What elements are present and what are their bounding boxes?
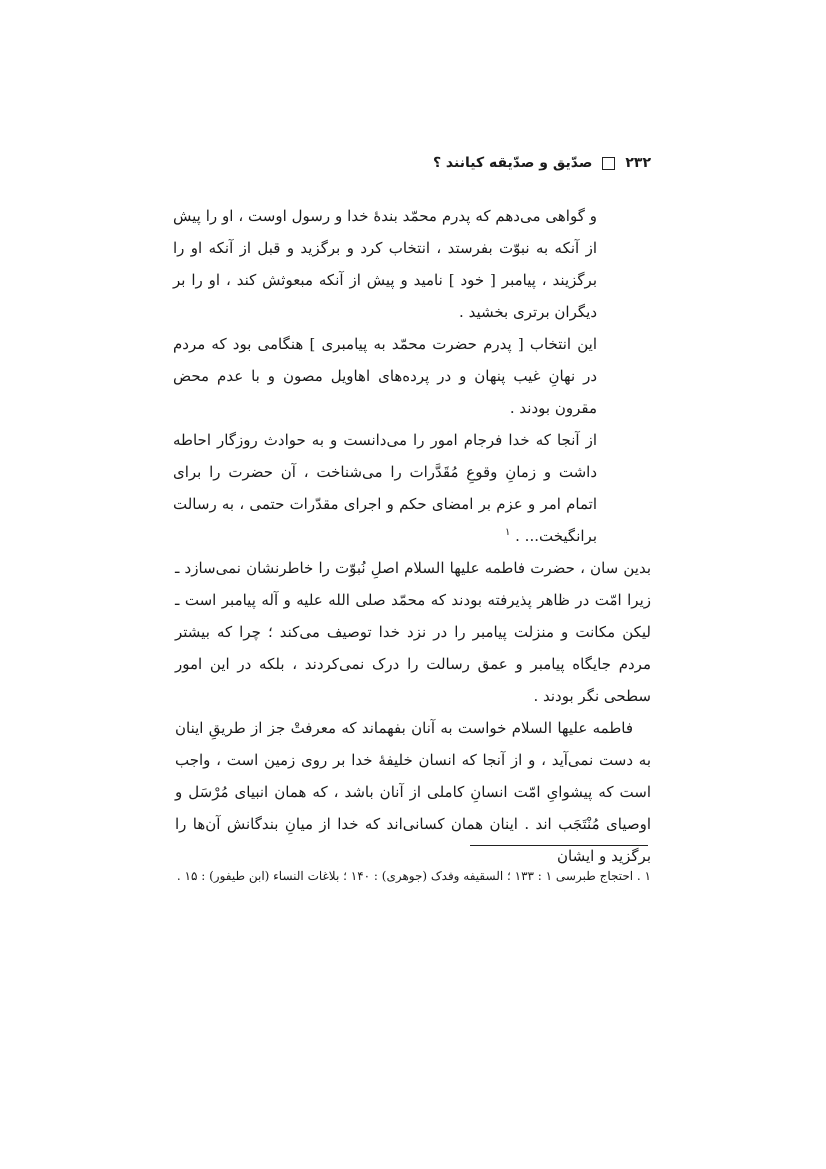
footnote xyxy=(175,864,651,888)
footnote-text: ۱ . احتجاج طبرسی ۱ : ۱۳۳ ؛ السقیفه وفدک (جوهری) : ۱۴۰ ؛ بلاغات النساء (ابن طیفور) : ۱۵ . xyxy=(176,869,651,883)
body-paragraph: بدین سان ، حضرت فاطمه علیها السلام اصلِ نُبوّت را خاطرنشان نمی‌سازد ـ زیرا امّت در ظاهر پذیرفته بودند که محمّد صلی الله علیه و آله پیامبر است ـ لیکن مکانت و منزلت پیامبر را در نزد خدا توصیف می‌کند ؛ چرا که بیشتر مردم جایگاه پیامبر و عمق رسالت را درک نمی‌کردند ، بلکه در این امور سطحی نگر بودند . xyxy=(175,559,651,705)
footnote-divider xyxy=(470,845,648,846)
quote-paragraph: و گواهی می‌دهم که پدرم محمّد بندهٔ خدا و رسول اوست ، او را پیش از آنکه به نبوّت بفرستد ، انتخاب کرد و برگزید و قبل از آنکه او را برگزیند ، پیامبر [ خود ] نامید و پیش از آنکه مبعوثش کند ، او را بر دیگران برتری بخشید . xyxy=(173,207,597,321)
page-number: ۲۳۲ xyxy=(625,155,651,171)
quote-paragraph xyxy=(173,424,597,552)
square-box-icon xyxy=(602,157,615,170)
running-header xyxy=(175,151,651,175)
body-paragraph: فاطمه علیها السلام خواست به آنان بفهماند که معرفتْ جز از طریقِ اینان به دست نمی‌آید ، و از آنجا که انسان خلیفهٔ خدا بر روی زمین است ، واجب است که پیشوایِ امّت انسانِ کاملی از آنان باشد ، که همان انبیای مُرْسَل و اوصیای مُنْتَجَب اند . اینان همان کسانی‌اند که خدا از میانِ بندگانش آن‌ها را برگزید و ایشان xyxy=(175,719,651,865)
body-text xyxy=(175,552,651,872)
quote-paragraph: این انتخاب [ پدرم حضرت محمّد به پیامبری ] هنگامی بود که مردم در نهانِ غیب پنهان و در پرده‌های اهاویل مصون و با عدم محض مقرون بودند . xyxy=(173,335,597,417)
footnote-reference: ۱ xyxy=(504,527,511,538)
chapter-title: صدّیق و صدّیقه کیانند ؟ xyxy=(432,155,593,171)
quote-block xyxy=(173,200,597,552)
quote-paragraph-text: از آنجا که خدا فرجام امور را می‌دانست و به حوادث روزگار احاطه داشت و زمانِ وقوعِ مُقَدَّرات را می‌شناخت ، آن حضرت را برای اتمام امر و عزم بر امضای حکم و اجرای مقدّرات حتمی ، به رسالت برانگیخت... . xyxy=(173,431,597,545)
